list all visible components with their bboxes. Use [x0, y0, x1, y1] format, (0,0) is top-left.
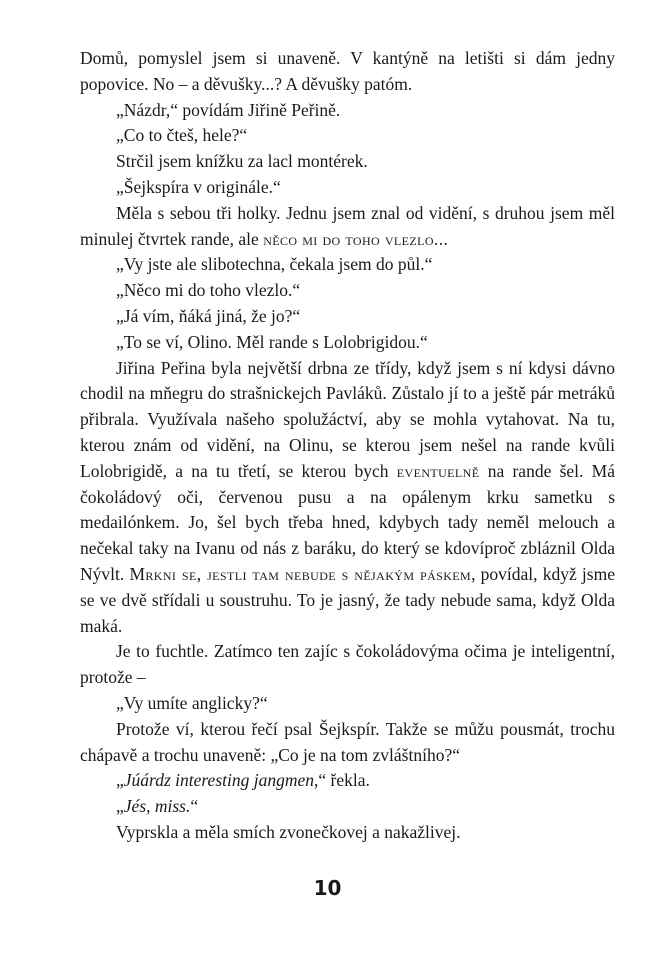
- paragraph-text: Je to fuchtle. Zatímco ten zajíc s čokoládovýma očima je inteligentní, protože –: [80, 641, 615, 688]
- paragraph: [80, 201, 615, 253]
- paragraph-text: na rande šel. Má čokoládový oči, červenou pusu a na opálenym krku sametku s medailónkem. Jo, šel bych třeba hned, kdybych tady neměl melouch a nečekal taky na Ivanu od nás z baráku, do který se kdovíproč zbláznil Olda Nývlt.: [80, 460, 615, 584]
- paragraph-text: Protože ví, kterou řečí psal Šejkspír. Takže se můžu pousmát, trochu chápavě a trochu unaveně: „Co je na tom zvláštního?“: [80, 718, 615, 765]
- page-number: 10: [313, 876, 342, 900]
- paragraph-text: , povídal, když jsme se ve dvě střídali u soustruhu. To je jasný, že tady nebude sama, když Olda maká.: [80, 563, 615, 636]
- paragraph-text: „Něco mi do toho vlezlo.“: [116, 280, 301, 301]
- paragraph-text: „Já vím, ňáká jiná, že jo?“: [116, 305, 301, 326]
- paragraph-text: „Vy jste ale slibotechna, čekala jsem do půl.“: [116, 254, 433, 275]
- paragraph: [80, 820, 615, 846]
- paragraph: [80, 356, 615, 640]
- paragraph-text: „: [116, 796, 124, 817]
- paragraph: [80, 794, 615, 820]
- paragraph: [80, 278, 615, 304]
- paragraph-text: „To se ví, Olino. Měl rande s Lolobrigidou.“: [116, 331, 428, 352]
- paragraph-text: „Co to čteš, hele?“: [116, 125, 248, 146]
- paragraph-text: „: [116, 770, 124, 791]
- paragraph: [80, 768, 615, 794]
- paragraph: [80, 175, 615, 201]
- paragraph: [80, 149, 615, 175]
- paragraph: [80, 123, 615, 149]
- paragraph: [80, 304, 615, 330]
- paragraph: [80, 330, 615, 356]
- small-caps-text: Mrkni se, jestli tam nebude s nějakým páskem: [129, 563, 472, 584]
- paragraph-text: Strčil jsem knížku za lacl montérek.: [116, 151, 368, 172]
- paragraph: [80, 98, 615, 124]
- paragraph-text: ,“ řekla.: [314, 770, 370, 791]
- italic-text: Jés, miss.: [123, 796, 191, 817]
- paragraph-text: Domů, pomyslel jsem si unaveně. V kantýně na letišti si dám jedny popovice. No – a děvušky...? A děvušky patóm.: [80, 48, 615, 94]
- paragraph: [80, 717, 615, 769]
- paragraph: [80, 252, 615, 278]
- book-page-text: [80, 46, 615, 846]
- paragraph: [80, 639, 615, 691]
- paragraph-text: „Šejkspíra v originále.“: [116, 176, 281, 197]
- small-caps-text: eventuelně: [396, 460, 480, 481]
- paragraph-text: Vyprskla a měla smích zvonečkovej a nakažlivej.: [116, 821, 461, 842]
- paragraph-text: „Vy umíte anglicky?“: [116, 692, 268, 713]
- paragraph-text: „Názdr,“ povídám Jiřině Peřině.: [116, 99, 341, 120]
- paragraph: [80, 46, 615, 98]
- paragraph-text: “: [190, 796, 199, 817]
- paragraph-text: Jiřina Peřina byla největší drbna ze třídy, když jsem s ní kdysi dávno chodil na mňegru do strašnickejch Pavláků. Zůstalo jí to a ještě pár metráků přibrala. Využívala našeho spolužáctví, aby se mohla vytahovat. Na tu, kterou znám od vidění, na Olinu, se kterou jsem nešel na rande kvůli Lolobrigidě, a na tu třetí, se kterou bych: [80, 357, 615, 481]
- italic-text: Júárdz interesting jangmen: [123, 770, 314, 791]
- small-caps-text: něco mi do toho vlezlo...: [263, 228, 449, 249]
- paragraph: [80, 691, 615, 717]
- paragraph-text: Měla s sebou tři holky. Jednu jsem znal od vidění, s druhou jsem měl minulej čtvrtek rande, ale: [80, 202, 615, 249]
